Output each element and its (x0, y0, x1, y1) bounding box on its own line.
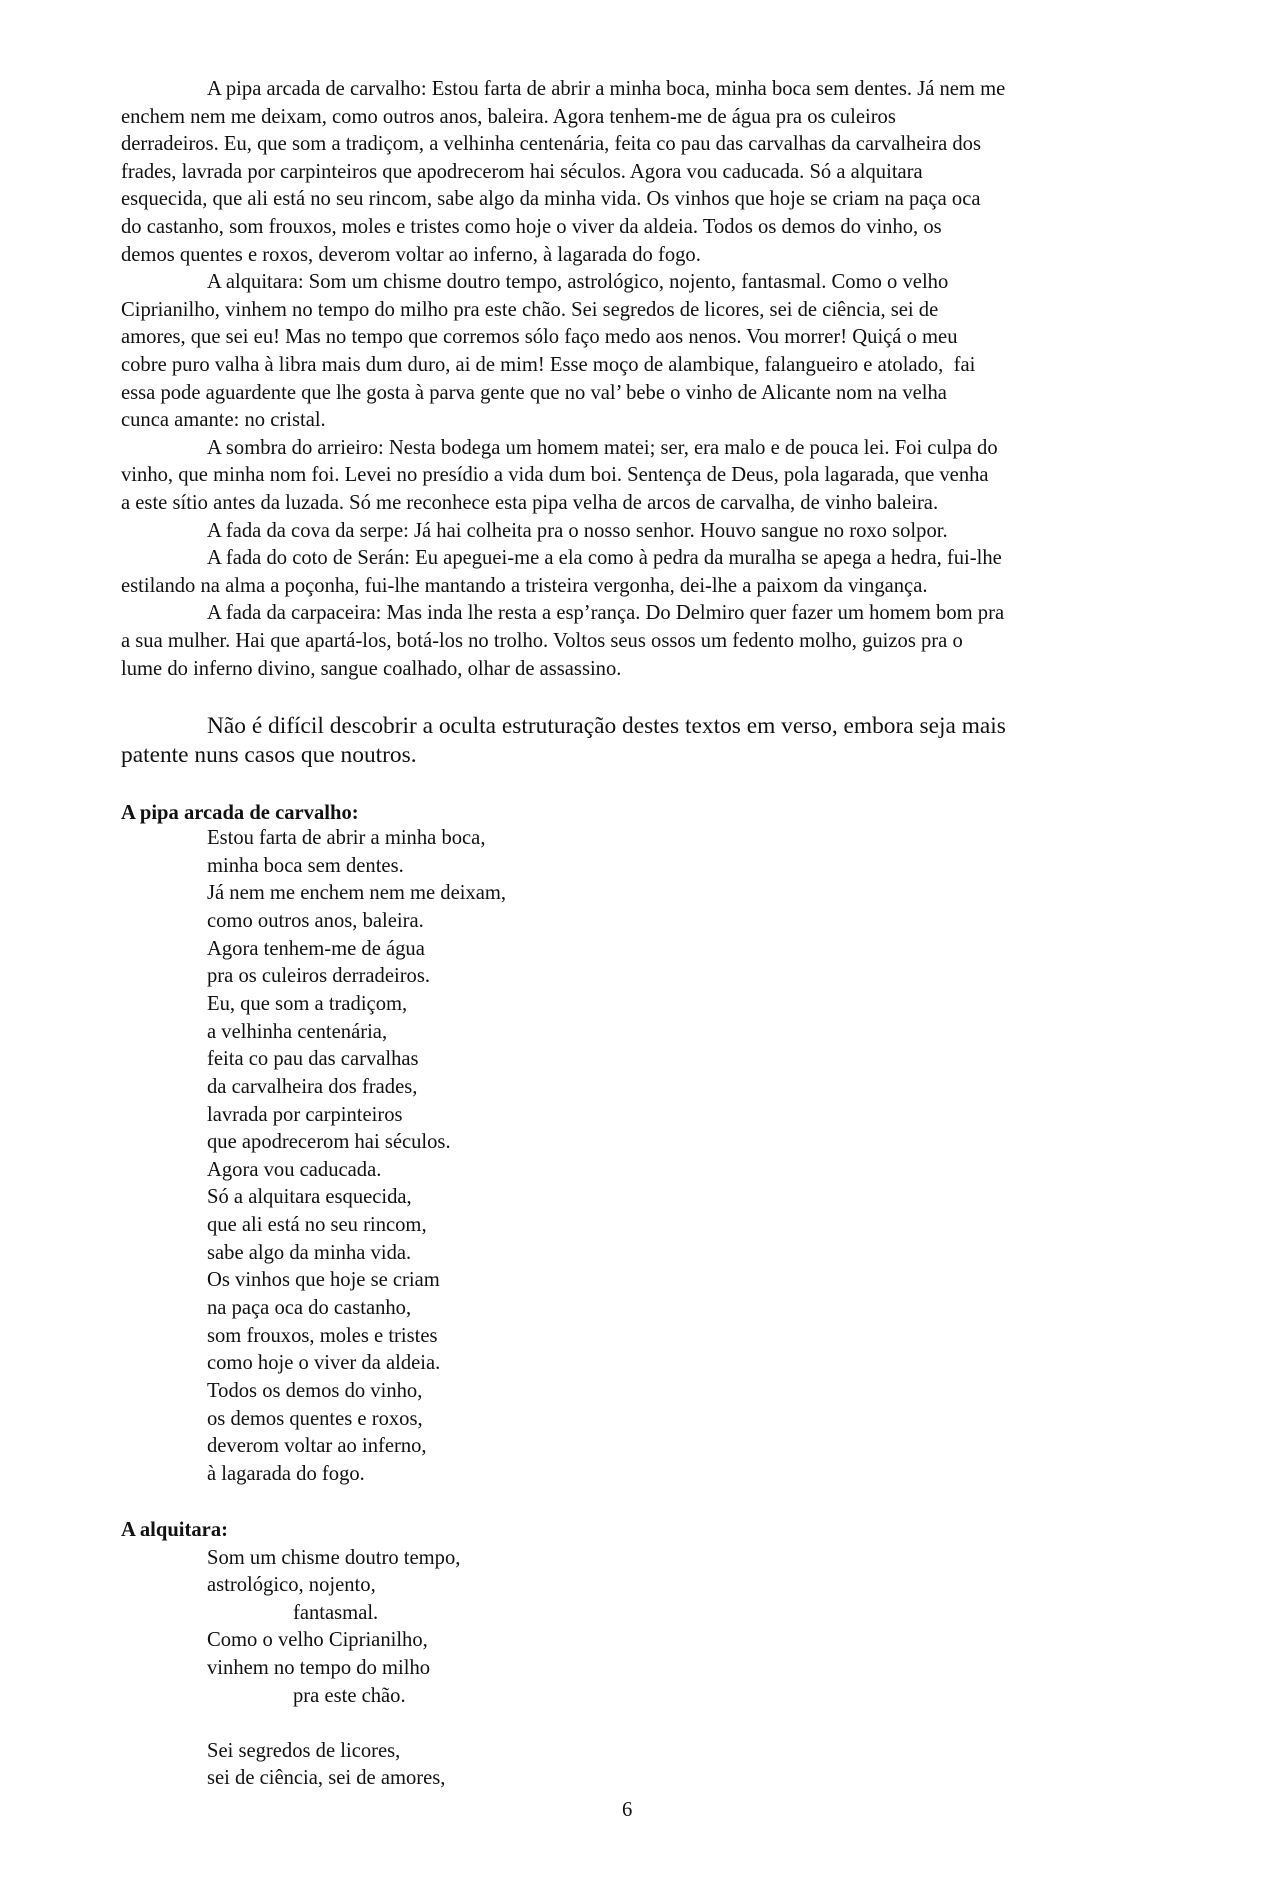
verse-line: que apodrecerom hai séculos. (207, 1131, 451, 1154)
verse-line: sei de ciência, sei de amores, (207, 1767, 446, 1790)
prose-line: do castanho, som frouxos, moles e tristes como hoje o viver da aldeia. Todos os demos do vinho, os (121, 216, 942, 238)
verse-line: Agora vou caducada. (207, 1158, 382, 1181)
prose-line: a este sítio antes da luzada. Só me reconhece esta pipa velha de arcos de carvalha, de vinho baleira. (121, 492, 939, 514)
page-number: 6 (622, 1799, 633, 1821)
verse-line: vinhem no tempo do milho (207, 1657, 431, 1679)
verse-line: Como o velho Ciprianilho, (207, 1629, 428, 1652)
verse-line: sabe algo da minha vida. (207, 1241, 412, 1264)
verse-line: Sei segredos de licores, (207, 1739, 401, 1762)
verse-line: Já nem me enchem nem me deixam, (207, 882, 507, 905)
verse-line: Agora tenhem-me de água (207, 937, 425, 960)
verse-line: Som um chisme doutro tempo, (207, 1546, 461, 1569)
prose-line: frades, lavrada por carpinteiros que apodrecerom hai séculos. Agora vou caducada. Só a alquitara (121, 160, 923, 183)
prose-line: esquecida, que ali está no seu rincom, sabe algo da minha vida. Os vinhos que hoje se criam na paça oca (121, 188, 981, 211)
verse-line: feita co pau das carvalhas (207, 1048, 419, 1071)
verse-line: Todos os demos do vinho, (207, 1380, 423, 1402)
verse-line: na paça oca do castanho, (207, 1297, 412, 1320)
prose-line: A pipa arcada de carvalho: Estou farta de abrir a minha boca, minha boca sem dentes. Já nem me (207, 78, 1006, 100)
verse-line: lavrada por carpinteiros (207, 1103, 403, 1126)
verse-line: fantasmal. (293, 1601, 379, 1624)
prose-line: lume do inferno divino, sangue coalhado, olhar de assassino. (121, 657, 622, 680)
verse-line: astrológico, nojento, (207, 1574, 376, 1597)
prose-line: a sua mulher. Hai que apartá-los, botá-los no trolho. Voltos seus ossos um fedento molho, guizos pra o (121, 630, 963, 652)
prose-line: cunca amante: no cristal. (121, 409, 326, 432)
prose-line: A sombra do arrieiro: Nesta bodega um homem matei; ser, era malo e de pouca lei. Foi culpa do (207, 436, 998, 459)
prose-line: A fada da carpaceira: Mas inda lhe resta a esp’rança. Do Delmiro quer fazer um homem bom pra (207, 602, 1005, 625)
verse-line: Só a alquitara esquecida, (207, 1186, 412, 1209)
prose-line: enchem nem me deixam, como outros anos, baleira. Agora tenhem-me de água pra os culeiros (121, 105, 896, 128)
verse-line: Os vinhos que hoje se criam (207, 1269, 440, 1292)
intro-line: patente nuns casos que noutros. (121, 742, 417, 768)
prose-line: Ciprianilho, vinhem no tempo do milho pra este chão. Sei segredos de licores, sei de ciência, sei de (121, 298, 939, 321)
prose-line: A alquitara: Som um chisme doutro tempo, astrológico, nojento, fantasmal. Como o velho (207, 271, 949, 294)
verse-line: deverom voltar ao inferno, (207, 1435, 427, 1458)
prose-line: cobre puro valha à libra mais dum duro, ai de mim! Esse moço de alambique, falangueiro e atolado, fai (121, 354, 976, 376)
prose-line: amores, que sei eu! Mas no tempo que corremos sólo faço medo aos nenos. Vou morrer! Quiçá o meu (121, 326, 958, 349)
intro-line: Não é difícil descobrir a oculta estruturação destes textos em verso, embora seja mais (207, 713, 1006, 739)
prose-line: essa pode aguardente que lhe gosta à parva gente que no val’ bebe o vinho de Alicante nom na velha (121, 381, 947, 404)
verse-line: como hoje o viver da aldeia. (207, 1352, 441, 1375)
prose-line: estilando na alma a poçonha, fui-lhe mantando a tristeira vergonha, dei-lhe a paixom da vingança. (121, 574, 928, 597)
prose-line: A fada da cova da serpe: Já hai colheita pra o nosso senhor. Houvo sangue no roxo solpor. (207, 519, 948, 542)
prose-line: A fada do coto de Serán: Eu apeguei-me a ela como à pedra da muralha se apega a hedra, fui-lhe (207, 547, 1002, 570)
verse-line: os demos quentes e roxos, (207, 1407, 423, 1430)
verse-line: como outros anos, baleira. (207, 909, 424, 932)
prose-line: vinho, que minha nom foi. Levei no presídio a vida dum boi. Sentença de Deus, pola lagarada, que venha (121, 464, 989, 487)
prose-line: demos quentes e roxos, deverom voltar ao inferno, à lagarada do fogo. (121, 243, 701, 266)
verse-heading: A pipa arcada de carvalho: (121, 802, 359, 824)
verse-line: a velhinha centenária, (207, 1020, 388, 1043)
prose-line: derradeiros. Eu, que som a tradiçom, a velhinha centenária, feita co pau das carvalhas da carvalheira dos (121, 133, 981, 156)
verse-line: som frouxos, moles e tristes (207, 1324, 438, 1347)
verse-line: pra este chão. (293, 1684, 406, 1707)
verse-line: minha boca sem dentes. (207, 854, 404, 877)
verse-line: Estou farta de abrir a minha boca, (207, 827, 486, 849)
verse-heading: A alquitara: (121, 1519, 228, 1541)
verse-line: da carvalheira dos frades, (207, 1075, 418, 1098)
verse-line: pra os culeiros derradeiros. (207, 965, 431, 988)
verse-line: à lagarada do fogo. (207, 1462, 365, 1485)
verse-line: que ali está no seu rincom, (207, 1214, 427, 1237)
verse-line: Eu, que som a tradiçom, (207, 992, 408, 1015)
